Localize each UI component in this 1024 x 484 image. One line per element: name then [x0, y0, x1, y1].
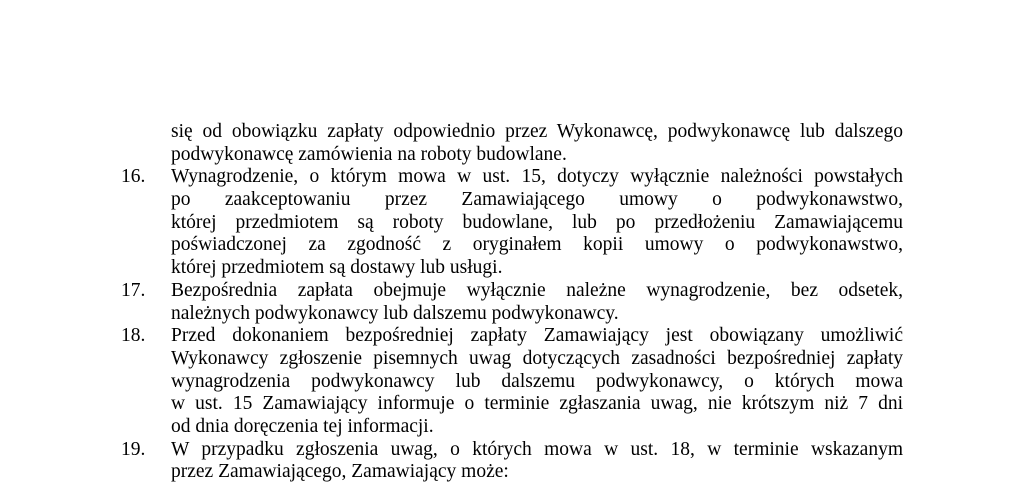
item-line: Wykonawcy zgłoszenie pisemnych uwag dotyczących zasadności bezpośredniej zapłaty [171, 347, 903, 369]
item-line: poświadczonej za zgodność z oryginałem kopii umowy o podwykonawstwo, [171, 234, 903, 256]
list-item-19 [121, 439, 903, 462]
item-line: W przypadku zgłoszenia uwag, o których mowa w ust. 18, w terminie wskazanym [171, 438, 903, 460]
item-line: której przedmiotem są roboty budowlane, lub po przedłożeniu Zamawiającemu [171, 211, 903, 233]
item-line: w ust. 15 Zamawiający informuje o terminie zgłaszania uwag, nie krótszym niż 7 dni [171, 393, 903, 415]
item-line: po zaakceptowaniu przez Zamawiającego umowy o podwykonawstwo, [171, 189, 903, 211]
list-item-18 [121, 325, 903, 348]
item-number: 17. [121, 279, 146, 301]
item-line: należnych podwykonawcy lub dalszemu podwykonawcy. [171, 302, 619, 324]
item-line: od dnia doręczenia tej informacji. [171, 415, 434, 437]
continuation-line: się od obowiązku zapłaty odpowiednio przez Wykonawcę, podwykonawcę lub dalszego [171, 121, 903, 142]
item-line: wynagrodzenia podwykonawcy lub dalszemu podwykonawcy, o których mowa [171, 370, 903, 392]
item-line: przez Zamawiającego, Zamawiający może: [171, 461, 509, 483]
item-line: Wynagrodzenie, o którym mowa w ust. 15, dotyczy wyłącznie należności powstałych [171, 166, 903, 188]
item-line: Przed dokonaniem bezpośredniej zapłaty Zamawiający jest obowiązany umożliwić [171, 325, 903, 347]
item-number: 19. [121, 438, 146, 460]
item-line: Bezpośrednia zapłata obejmuje wyłącznie należne wynagrodzenie, bez odsetek, [171, 279, 903, 301]
item-number: 16. [121, 166, 146, 188]
list-item-17 [121, 280, 903, 303]
continuation-line: podwykonawcę zamówienia na roboty budowlane. [171, 143, 567, 165]
item-line: której przedmiotem są dostawy lub usługi. [171, 257, 503, 279]
item-number: 18. [121, 325, 146, 347]
list-item-16 [121, 166, 903, 189]
document-body [121, 121, 903, 484]
